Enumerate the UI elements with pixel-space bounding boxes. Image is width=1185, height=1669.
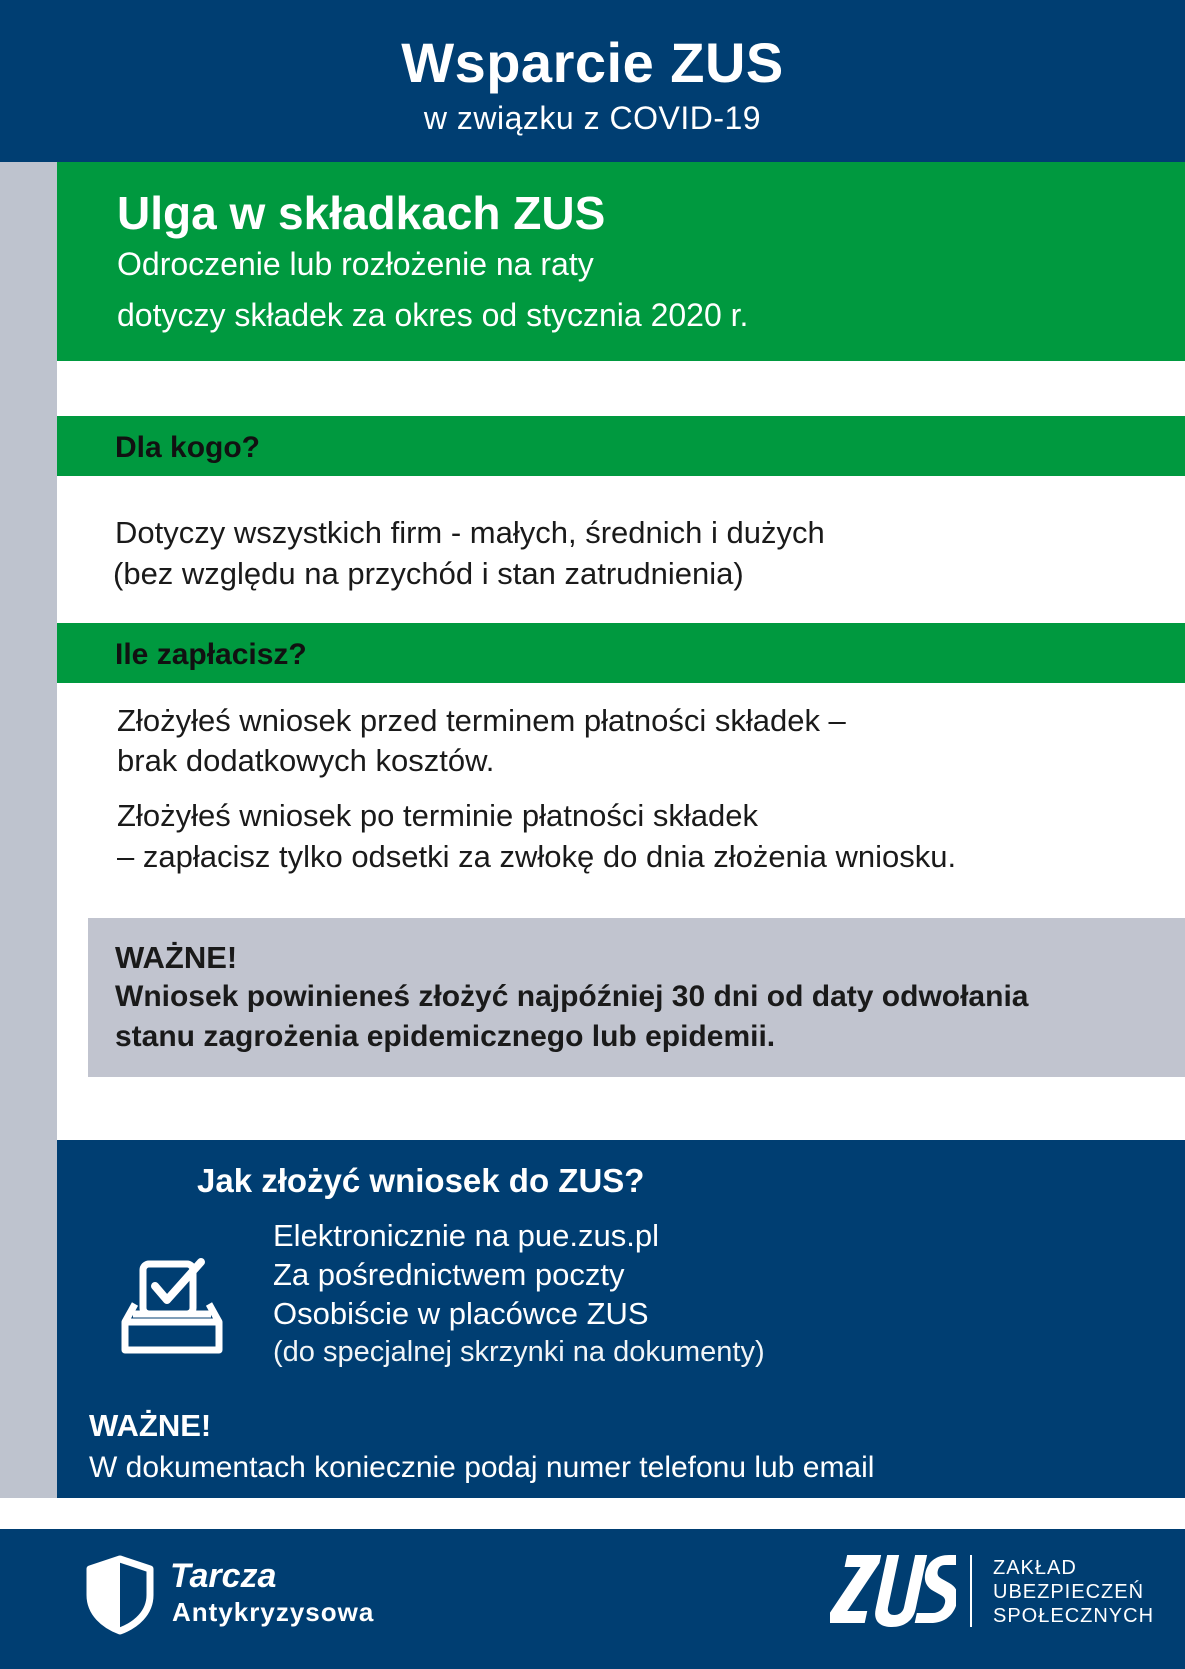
cost-heading-bar bbox=[57, 623, 1185, 683]
logo-divider bbox=[970, 1555, 972, 1627]
option-electronic: Elektronicznie na pue.zus.pl bbox=[273, 1218, 660, 1253]
cost-p2-line-2: – zapłacisz tylko odsetki za zwłokę do dnia złożenia wniosku. bbox=[117, 839, 957, 874]
how-important-text: W dokumentach koniecznie podaj numer telefonu lub email bbox=[89, 1451, 875, 1484]
footer bbox=[0, 1529, 1185, 1669]
cost-p2-line-1: Złożyłeś wniosek po terminie płatności składek bbox=[117, 798, 758, 833]
tarcza-name: Tarcza bbox=[170, 1557, 277, 1595]
for-whom-heading-bar bbox=[57, 416, 1185, 476]
for-whom-heading: Dla kogo? bbox=[115, 431, 261, 464]
for-whom-line-1: Dotyczy wszystkich firm - małych, średnich i dużych bbox=[115, 515, 825, 550]
how-heading: Jak złożyć wniosek do ZUS? bbox=[197, 1162, 645, 1199]
for-whom-line-2: (bez względu na przychód i stan zatrudnienia) bbox=[113, 556, 744, 591]
zus-name-line-2: UBEZPIECZEŃ bbox=[993, 1581, 1145, 1603]
zus-name-line-1: ZAKŁAD bbox=[993, 1557, 1077, 1579]
cost-heading: Ile zapłacisz? bbox=[115, 638, 307, 671]
option-note: (do specjalnej skrzynki na dokumenty) bbox=[273, 1336, 765, 1368]
relief-line-2: dotyczy składek za okres od stycznia 2020 r. bbox=[117, 297, 749, 333]
important-notice-box bbox=[88, 918, 1185, 1077]
side-accent-bar bbox=[0, 162, 57, 1498]
how-important-title: WAŻNE! bbox=[89, 1408, 212, 1443]
page-subtitle: w związku z COVID-19 bbox=[423, 100, 762, 136]
relief-section bbox=[57, 162, 1185, 361]
relief-line-1: Odroczenie lub rozłożenie na raty bbox=[117, 246, 594, 282]
cost-p1-line-1: Złożyłeś wniosek przed terminem płatności składek – bbox=[117, 703, 846, 738]
how-to-submit-section bbox=[57, 1140, 1185, 1498]
cost-p1-line-2: brak dodatkowych kosztów. bbox=[117, 743, 495, 778]
important-line-1: Wniosek powinieneś złożyć najpóźniej 30 dni od daty odwołania bbox=[115, 980, 1029, 1013]
zus-logo bbox=[830, 1551, 956, 1631]
important-title: WAŻNE! bbox=[115, 940, 238, 975]
relief-title: Ulga w składkach ZUS bbox=[117, 187, 606, 239]
page-title: Wsparcie ZUS bbox=[401, 31, 784, 94]
zus-name-line-3: SPOŁECZNYCH bbox=[993, 1605, 1155, 1627]
important-line-2: stanu zagrożenia epidemicznego lub epidemii. bbox=[115, 1020, 776, 1053]
ballot-box-check-icon bbox=[121, 1256, 223, 1356]
shield-icon bbox=[84, 1555, 156, 1635]
header-banner bbox=[0, 0, 1185, 162]
option-in-person: Osobiście w placówce ZUS bbox=[273, 1296, 649, 1331]
option-post: Za pośrednictwem poczty bbox=[273, 1257, 625, 1292]
tarcza-subname: Antykryzysowa bbox=[172, 1597, 375, 1627]
